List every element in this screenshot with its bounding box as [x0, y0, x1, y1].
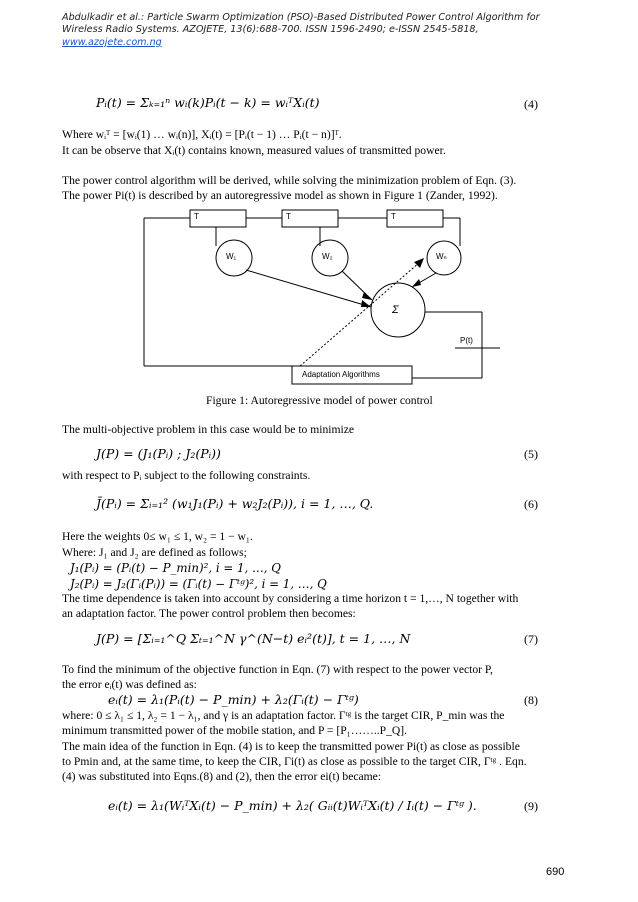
delay-label-3: T [391, 212, 396, 221]
equation-6: J̄(Pᵢ) = Σᵢ₌₁² (w₁J₁(Pᵢ) + w₂J₂(Pᵢ)), i = 1, …, Q. [96, 496, 374, 511]
header-line-2: Wireless Radio Systems. AZOJETE, 13(6):688-700. ISSN 1596-2490; e-ISSN 2545-5818, [62, 24, 479, 36]
header-line-1: Abdulkadir et al.: Particle Swarm Optimization (PSO)-Based Distributed Power Control Algorithm for [62, 12, 540, 23]
figure-caption: Figure 1: Autoregressive model of power control [206, 394, 433, 407]
paragraph-lambda: where: 0 ≤ λ₁ ≤ 1, λ₂ = 1 − λ₁, and γ is an adaptation factor. Γᵗᵍ is the target CIR, P_min was the [62, 709, 505, 722]
header-link[interactable]: www.azojete.com.ng [62, 36, 162, 48]
paragraph-pmin: to Pmin and, at the same time, to keep the CIR, Γi(t) as close as possible to the target CIR, Γᵗᵍ . Eqn. [62, 755, 527, 768]
equation-8: eᵢ(t) = λ₁(Pᵢ(t) − P_min) + λ₂(Γᵢ(t) − Γᵗᵍ) [108, 692, 359, 707]
equation-7-number: (7) [524, 632, 538, 646]
delay-label-2: T [286, 212, 291, 221]
equation-5-number: (5) [524, 447, 538, 461]
delay-label-1: T [194, 212, 199, 221]
equation-4-number: (4) [524, 97, 538, 111]
paragraph-find-minimum: To find the minimum of the objective function in Eqn. (7) with respect to the power vector P, [62, 663, 493, 676]
paragraph-autoregressive: The power Pi(t) is described by an autoregressive model as shown in Figure 1 (Zander, 1992). [62, 189, 498, 202]
page-number: 690 [546, 866, 565, 878]
paragraph-power-control-problem: an adaptation factor. The power control problem then becomes: [62, 607, 356, 620]
paragraph-where-w: Where wᵢᵀ = [wᵢ(1) … wᵢ(n)], Xᵢ(t) = [Pᵢ(t − 1) … Pᵢ(t − n)]ᵀ. [62, 128, 342, 141]
equation-9-number: (9) [524, 799, 538, 813]
paragraph-with-respect: with respect to Pᵢ subject to the following constraints. [62, 469, 311, 482]
equation-5: J(P) = (J₁(Pᵢ) ; J₂(Pᵢ)) [96, 446, 221, 461]
equation-7: J(P) = [Σᵢ₌₁^Q Σₜ₌₁^N γ^(N−t) eᵢ²(t)], t = 1, …, N [96, 631, 411, 646]
equation-6-number: (6) [524, 497, 538, 511]
equation-9: eᵢ(t) = λ₁(WᵢᵀXᵢ(t) − P_min) + λ₂( Gᵢᵢ(t)WᵢᵀXᵢ(t) / Iᵢ(t) − Γᵗᵍ ). [108, 798, 477, 813]
adaptation-label: Adaptation Algorithms [302, 370, 380, 379]
paragraph-multi-objective: The multi-objective problem in this case would be to minimize [62, 423, 355, 436]
paragraph-time-dependence: The time dependence is taken into account by considering a time horizon t = 1,…, N together with [62, 592, 519, 605]
paragraph-where-j: Where: J₁ and J₂ are defined as follows; [62, 546, 247, 559]
paragraph-weights: Here the weights 0≤ w₁ ≤ 1, w₂ = 1 − w₁. [62, 530, 253, 543]
paragraph-observe: It can be observe that Xᵢ(t) contains known, measured values of transmitted power. [62, 144, 446, 157]
weight-label-1: W₁ [226, 252, 237, 261]
sum-label: Σ [392, 304, 399, 316]
equation-4: Pᵢ(t) = Σₖ₌₁ⁿ wᵢ(k)Pᵢ(t − k) = wᵢᵀXᵢ(t) [96, 95, 320, 110]
paragraph-min-power: minimum transmitted power of the mobile station, and P = [P₁……..P_Q]. [62, 724, 408, 737]
equation-j1: J₁(Pᵢ) = (Pᵢ(t) − P_min)², i = 1, …, Q [70, 561, 281, 575]
weight-label-n: Wₙ [436, 252, 447, 261]
weight-label-2: W₂ [322, 252, 333, 261]
paragraph-main-idea: The main idea of the function in Eqn. (4) is to keep the transmitted power Pi(t) as close as possible [62, 740, 520, 753]
equation-8-number: (8) [524, 693, 538, 707]
output-label: P(t) [460, 336, 473, 345]
equation-j2: J₂(Pᵢ) = J₂(Γᵢ(Pᵢ)) = (Γᵢ(t) − Γᵗᵍ)², i = 1, …, Q [70, 577, 327, 591]
paragraph-substituted: (4) was substituted into Eqns.(8) and (2), then the error ei(t) became: [62, 770, 382, 783]
paragraph-derived: The power control algorithm will be derived, while solving the minimization problem of Eqn. (3). [62, 174, 517, 187]
paragraph-error-defined: the error eᵢ(t) was defined as: [62, 678, 197, 691]
